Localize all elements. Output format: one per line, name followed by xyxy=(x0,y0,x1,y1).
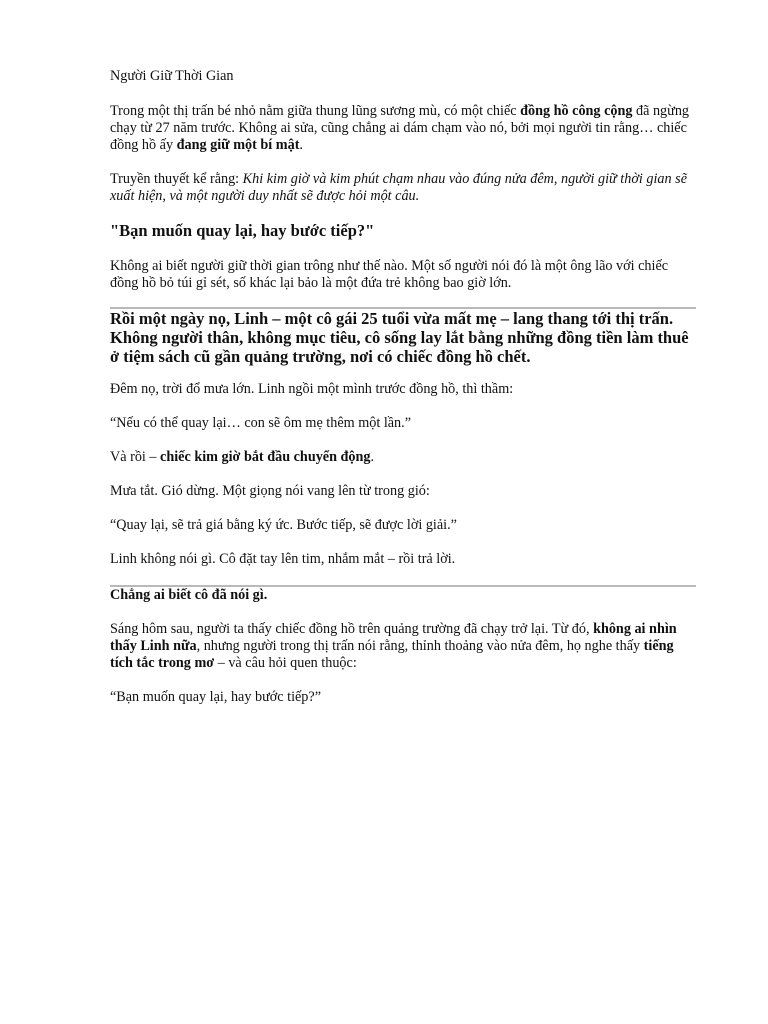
bold-run: không ai nhìn thấy Linh nữa xyxy=(110,621,677,654)
paragraph-legend xyxy=(110,171,696,205)
text-run: Truyền thuyết kể rằng: xyxy=(110,171,243,187)
text-run: . xyxy=(370,449,375,465)
paragraph-clock-moves xyxy=(110,449,696,466)
paragraph-voice: Mưa tắt. Gió dừng. Một giọng nói vang lên từ trong gió: xyxy=(110,483,430,499)
text-run: , nhưng người trong thị trấn nói rằng, thỉnh thoảng vào nửa đêm, họ nghe thấy xyxy=(196,638,644,654)
text-run: Trong một thị trấn bé nhỏ nằm giữa thung lũng sương mù, có một chiếc xyxy=(110,103,521,119)
italic-run: Khi kim giờ và kim phút chạm nhau vào đúng nửa đêm, người giữ thời gian sẽ xuất hiện, và một người duy nhất sẽ được hỏi một câu. xyxy=(110,171,687,204)
text-run: Và rồi – xyxy=(110,449,161,465)
bold-run: chiếc kim giờ bắt đầu chuyển động xyxy=(160,449,371,465)
paragraph-answer: Linh không nói gì. Cô đặt tay lên tim, nhắm mắt – rồi trả lời. xyxy=(110,551,456,567)
bold-run: đồng hồ công cộng xyxy=(520,103,633,119)
closing-heading: Chẳng ai biết cô đã nói gì. xyxy=(110,587,268,603)
text-run: đã ngừng chạy từ 27 năm trước. Không ai sửa, cũng chẳng ai dám chạm vào nó, bởi mọi người tin rằng… chiếc đồng hồ ấy xyxy=(110,103,690,153)
paragraph-intro xyxy=(110,103,696,154)
text-run: . xyxy=(299,137,303,153)
paragraph-wish: “Nếu có thể quay lại… con sẽ ôm mẹ thêm một lần.” xyxy=(110,415,411,431)
section-heading: Rồi một ngày nọ, Linh – một cô gái 25 tuổi vừa mất mẹ – lang thang tới thị trấn. Không người thân, không mục tiêu, cô sống lay lắt bằng những đồng tiền làm thuê ở tiệm sách cũ gần quảng trường, nơi có chiếc đồng hồ chết. xyxy=(110,309,689,366)
quote-heading: "Bạn muốn quay lại, hay bước tiếp?" xyxy=(110,221,375,240)
paragraph-choice: “Quay lại, sẽ trả giá bằng ký ức. Bước tiếp, sẽ được lời giải.” xyxy=(110,517,457,533)
paragraph-keeper: Không ai biết người giữ thời gian trông như thế nào. Một số người nói đó là một ông lão với chiếc đồng hồ bỏ túi gỉ sét, số khác lại bảo là một đứa trẻ không bao giờ lớn. xyxy=(110,258,669,291)
paragraph-final-quote: “Bạn muốn quay lại, hay bước tiếp?” xyxy=(110,689,321,705)
bold-run: đang giữ một bí mật xyxy=(176,137,300,153)
story-title: Người Giữ Thời Gian xyxy=(110,68,234,84)
text-run: – và câu hỏi quen thuộc: xyxy=(214,655,357,671)
document-body xyxy=(110,68,696,706)
text-run: Sáng hôm sau, người ta thấy chiếc đồng hồ trên quảng trường đã chạy trở lại. Từ đó, xyxy=(110,621,594,637)
paragraph-aftermath xyxy=(110,621,696,672)
paragraph-rain: Đêm nọ, trời đổ mưa lớn. Linh ngồi một mình trước đồng hồ, thì thầm: xyxy=(110,381,514,397)
bold-run: tiếng tích tắc trong mơ xyxy=(110,638,674,671)
